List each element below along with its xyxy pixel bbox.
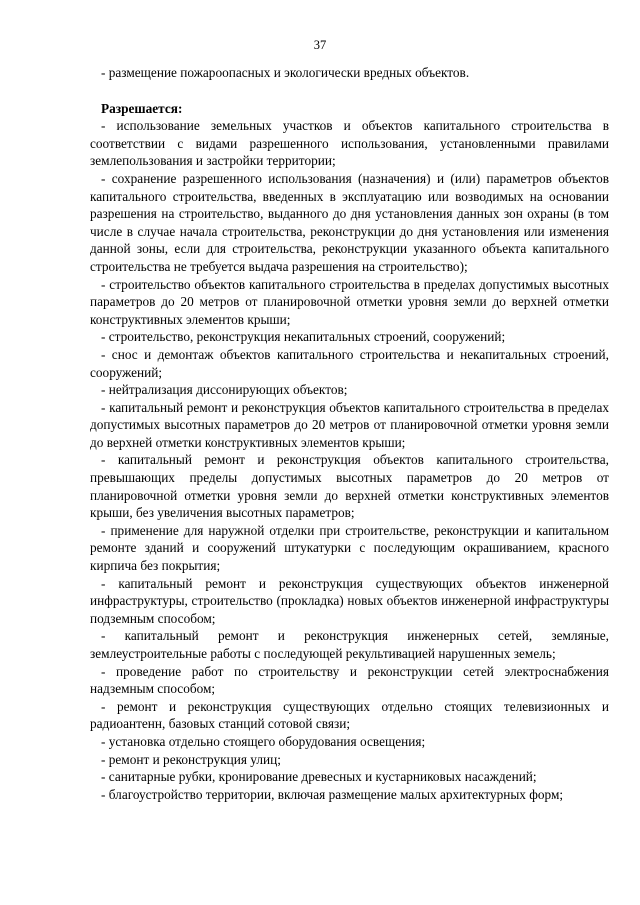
list-item: - снос и демонтаж объектов капитального строительства и некапитальных строений, сооружений; [90, 346, 609, 380]
list-item: - проведение работ по строительству и реконструкции сетей электроснабжения надземным способом; [90, 663, 609, 697]
list-item: - санитарные рубки, кронирование древесных и кустарниковых насаждений; [101, 769, 537, 785]
section-heading: Разрешается: [101, 100, 183, 116]
list-item: - капитальный ремонт и реконструкция инженерных сетей, земляные, землеустроительные работы с последующей рекультивацией нарушенных земель; [90, 628, 609, 661]
document-body [90, 64, 609, 803]
list-item: - благоустройство территории, включая размещение малых архитектурных форм; [101, 786, 564, 802]
list-item: - применение для наружной отделки при строительстве, реконструкции и капитальном ремонте зданий и сооружений штукатурки с последующим окрашиванием, красного кирпича без покрытия; [90, 522, 609, 574]
list-item: - использование земельных участков и объектов капитального строительства в соответствии с видами разрешенного использования, установленными правилами землепользования и застройки территории; [90, 118, 609, 169]
list-item: - капитальный ремонт и реконструкция объектов капитального строительства в пределах допустимых высотных параметров до 20 метров от планировочной отметки уровня земли до верхней отметки конструктивных элементов крыши; [90, 399, 609, 450]
list-item: - капитальный ремонт и реконструкция объектов капитального строительства, превышающих пределы допустимых высотных параметров до 20 метров от планировочной отметки уровня земли до верхней отметки конструктивных элементов крыши, без увеличения высотных параметров; [90, 452, 609, 521]
list-item: - нейтрализация диссонирующих объектов; [101, 382, 348, 398]
list-item: - ремонт и реконструкция улиц; [101, 751, 281, 767]
list-item: - строительство объектов капитального строительства в пределах допустимых высотных параметров до 20 метров от планировочной отметки уровня земли до верхней отметки конструктивных элементов крыши; [90, 276, 609, 327]
list-item: - установка отдельно стоящего оборудования освещения; [101, 733, 426, 749]
page-number: 37 [313, 38, 327, 52]
list-item: - ремонт и реконструкция существующих отдельно стоящих телевизионных и радиоантенн, базовых станций сотовой связи; [90, 698, 609, 732]
list-item: - капитальный ремонт и реконструкция существующих объектов инженерной инфраструктуры, строительство (прокладка) новых объектов инженерной инфраструктуры подземным способом; [90, 575, 609, 626]
intro-paragraph: - размещение пожароопасных и экологически вредных объектов. [101, 65, 470, 80]
list-item: - строительство, реконструкция некапитальных строений, сооружений; [101, 329, 506, 345]
list-item: - сохранение разрешенного использования (назначения) и (или) параметров объектов капитального строительства, введенных в эксплуатацию или возводимых на основании разрешения на строительство, выданного до дня установления данных зон охраны (в том числе в случае начала строительства, реконструкции до дня установления или изменения данной зоны, если для строительства, реконструкции указанного объекта капитального строительства не требуется выдача разрешения на строительство); [90, 170, 609, 274]
